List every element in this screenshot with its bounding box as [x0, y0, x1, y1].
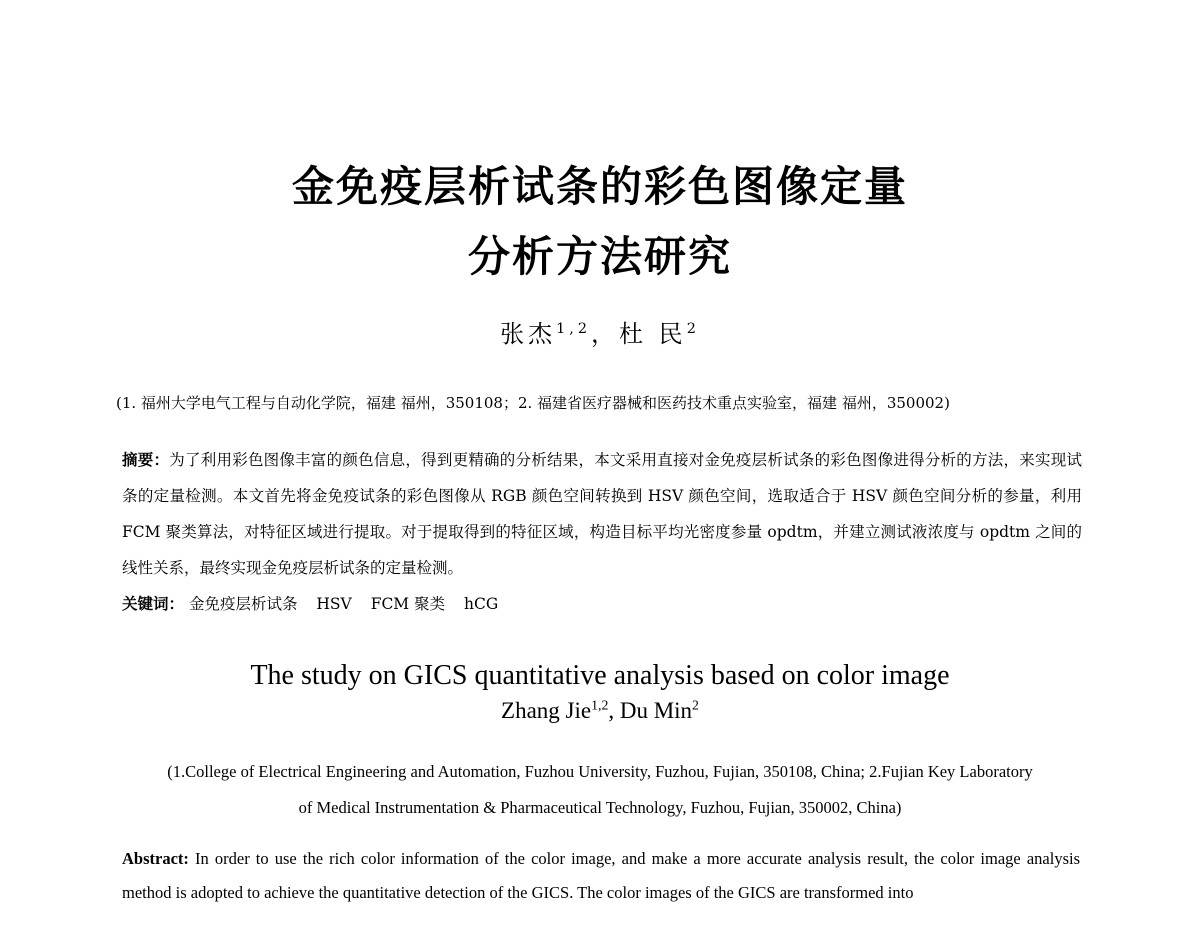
chinese-abstract-label: 摘要：	[122, 450, 170, 469]
english-authors	[0, 698, 1200, 724]
keyword: 金免疫层析试条	[188, 595, 298, 613]
english-affiliation-line-2: of Medical Instrumentation & Pharmaceutical Technology, Fuzhou, Fujian, 350002, China)	[298, 798, 902, 817]
english-affiliation-line-1: (1.College of Electrical Engineering and Automation, Fuzhou University, Fuzhou, Fujian, 350108, China; 2.Fujian Key Laboratory	[167, 762, 1033, 781]
chinese-abstract-text: 为了利用彩色图像丰富的颜色信息，得到更精确的分析结果，本文采用直接对金免疫层析试条的彩色图像进得分析的方法，来实现试条的定量检测。本文首先将金免疫试条的彩色图像从 RGB 颜色空间转换到 HSV 颜色空间，选取适合于 HSV 颜色空间分析的参量，利用 FCM 聚类算法，对特征区域进行提取。对于提取得到的特征区域，构造目标平均光密度参量 opdtm，并建立测试液浓度与 opdtm 之间的线性关系，最终实现金免疫层析试条的定量检测。	[122, 451, 1082, 577]
author-2-name: 杜 民	[619, 320, 687, 348]
keyword: FCM 聚类	[370, 595, 446, 613]
author-1-affiliation-mark: 1,2	[556, 321, 592, 337]
chinese-title-line-2: 分析方法研究	[467, 232, 732, 281]
author-separator-en: ,	[608, 698, 620, 723]
author-2-affiliation-mark: 2	[686, 321, 700, 337]
chinese-affiliation: (1. 福州大学电气工程与自动化学院，福建 福州，350108；2. 福建省医疗器械和医药技术重点实验室，福建 福州，350002)	[116, 394, 950, 412]
author-2-name-en: Du Min	[619, 698, 693, 723]
chinese-keywords	[122, 592, 512, 614]
author-2-affiliation-mark-en: 2	[692, 697, 699, 713]
author-separator: ，	[591, 320, 620, 348]
chinese-authors	[0, 314, 1200, 349]
english-abstract-text: In order to use the rich color information of the color image, and make a more accurate analysis result, the color image analysis method is adopted to achieve the quantitative detection of the GICS. The color images of the GICS are transformed into	[122, 849, 1080, 902]
english-abstract-label: Abstract:	[122, 849, 189, 868]
chinese-abstract	[122, 442, 1082, 586]
author-1-affiliation-mark-en: 1,2	[591, 697, 609, 713]
keyword: hCG	[464, 595, 499, 613]
author-1-name-en: Zhang Jie	[501, 698, 592, 723]
author-1-name: 张杰	[500, 320, 557, 348]
english-title: The study on GICS quantitative analysis based on color image	[250, 660, 950, 691]
chinese-title-line-1: 金免疫层析试条的彩色图像定量	[291, 162, 908, 211]
keyword: HSV	[316, 595, 352, 613]
english-abstract	[122, 842, 1080, 910]
english-affiliation	[118, 754, 1082, 826]
chinese-keywords-label: 关键词：	[122, 594, 185, 613]
